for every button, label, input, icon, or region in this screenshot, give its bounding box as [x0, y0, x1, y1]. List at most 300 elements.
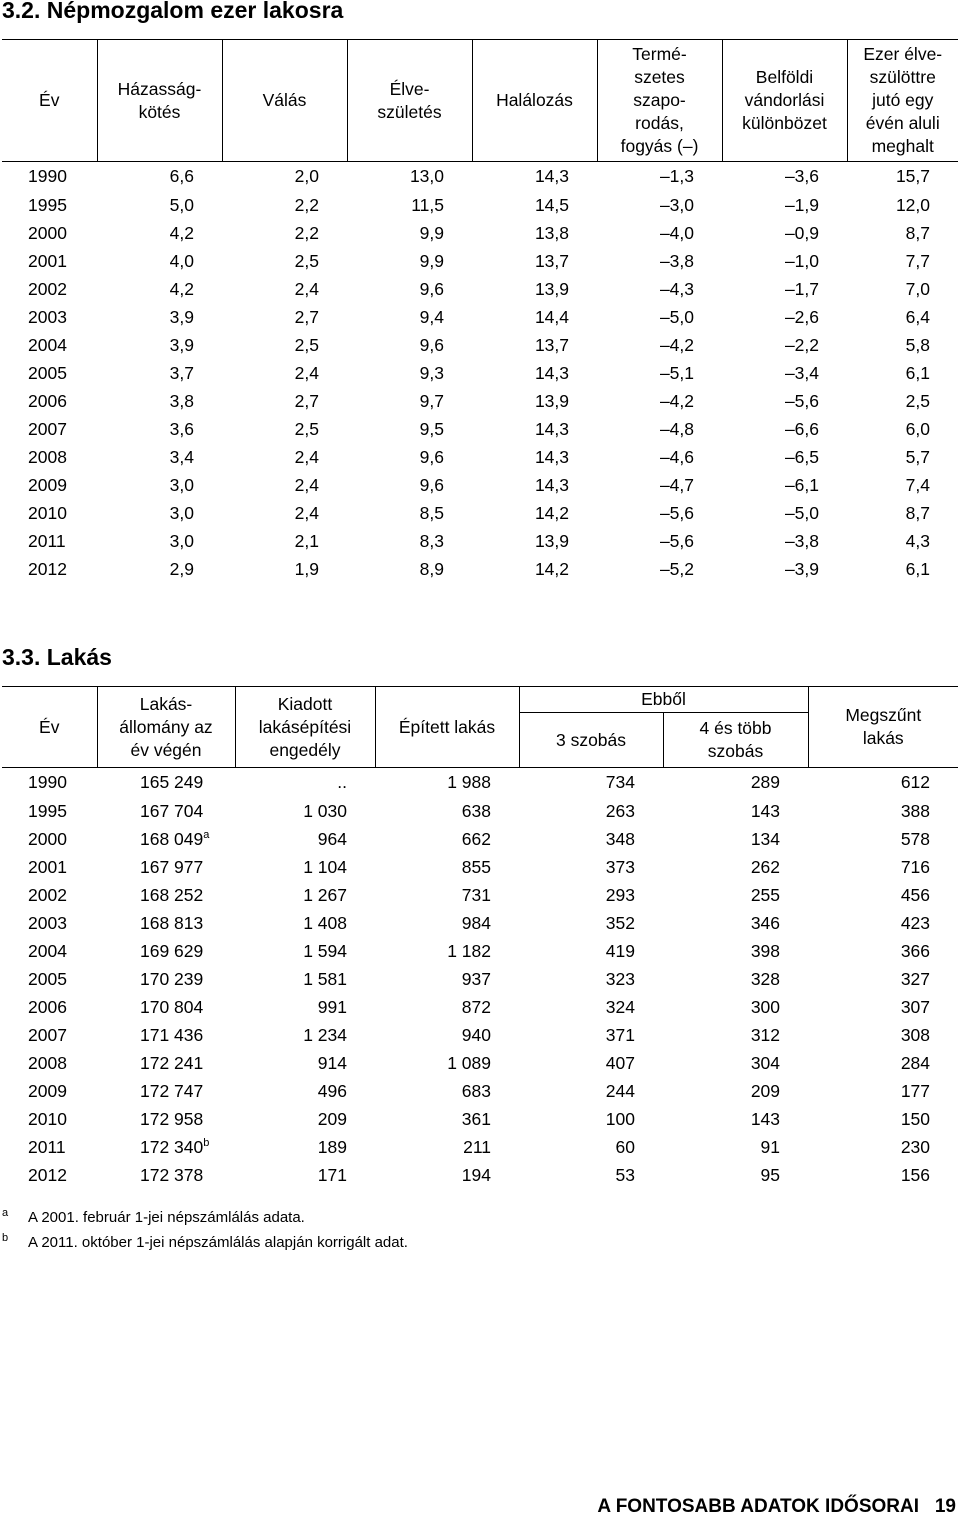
cell-value: 9,7	[419, 391, 444, 411]
footnote-mark: a	[2, 1207, 9, 1219]
cell-value: 1 182	[447, 941, 491, 961]
cell-value: –3,0	[659, 195, 694, 215]
cell-stock-value: 168 049	[140, 829, 204, 849]
cell-value: 1 988	[447, 772, 491, 793]
cell-value: –1,9	[784, 195, 819, 215]
table-row	[2, 910, 958, 938]
cell-value: 9,5	[419, 419, 444, 439]
cell-value: 937	[461, 969, 491, 989]
cell-year: 2010	[28, 1109, 67, 1129]
cell-value: –4,6	[659, 447, 694, 467]
cell-value: 2,7	[294, 391, 319, 411]
cell-value: 9,6	[419, 475, 444, 495]
cell-value: 423	[900, 913, 931, 933]
cell-value: 2,0	[294, 166, 319, 187]
cell-value: –5,6	[659, 531, 694, 551]
cell-year: 2007	[28, 419, 67, 439]
cell-stock-value: 170 239	[140, 969, 204, 989]
cell-value	[97, 826, 235, 854]
cell-year: 2006	[28, 997, 67, 1017]
cell-value: 3,8	[169, 391, 194, 411]
cell-stock-value: 168 813	[140, 913, 204, 933]
cell-value: 9,6	[419, 279, 444, 299]
cell-value: 328	[750, 969, 781, 989]
cell-value: 6,1	[905, 559, 930, 579]
header-three-rooms: 3 szobás	[519, 713, 663, 768]
cell-value	[97, 854, 235, 882]
header-year: Év	[2, 687, 97, 768]
table-header-row	[2, 40, 958, 162]
cell-value	[97, 768, 235, 798]
cell-stock-value: 172 958	[140, 1109, 204, 1129]
cell-value: 300	[750, 997, 781, 1017]
cell-value: 407	[605, 1053, 635, 1073]
cell-value: 872	[461, 997, 491, 1017]
cell-value: 2,4	[294, 363, 319, 383]
cell-value: –6,1	[784, 475, 819, 495]
footer-title: A FONTOSABB ADATOK IDŐSORAI	[597, 1496, 920, 1517]
header-housing-stock: Lakás- állomány az év végén	[97, 687, 235, 768]
cell-year: 2012	[28, 559, 67, 579]
table-row	[2, 192, 958, 220]
page-footer	[597, 1496, 956, 1518]
cell-year: 2011	[28, 1137, 66, 1157]
cell-stock-value: 169 629	[140, 941, 204, 961]
table-row	[2, 500, 958, 528]
table-row	[2, 304, 958, 332]
header-year: Év	[2, 40, 97, 162]
footnote	[2, 1203, 408, 1228]
header-marriages: Házasság- kötés	[97, 40, 222, 162]
table-row	[2, 826, 958, 854]
cell-value: 14,2	[534, 559, 569, 579]
cell-year: 2007	[28, 1025, 67, 1045]
cell-value: 1 581	[303, 969, 347, 989]
footnote-mark: b	[2, 1232, 9, 1244]
cell-value: –5,0	[659, 307, 694, 327]
cell-value: 9,9	[419, 251, 444, 271]
cell-value: 230	[900, 1137, 931, 1157]
cell-value: 12,0	[895, 195, 930, 215]
cell-value: –5,2	[659, 559, 694, 579]
cell-value: 3,4	[169, 447, 194, 467]
cell-value: –4,0	[659, 223, 694, 243]
cell-value: –4,2	[659, 335, 694, 355]
cell-value: 2,1	[294, 531, 319, 551]
cell-stock-value: 170 804	[140, 997, 204, 1017]
cell-value: 683	[461, 1081, 491, 1101]
table-row	[2, 332, 958, 360]
cell-year: 2004	[28, 335, 67, 355]
cell-value: 284	[900, 1053, 931, 1073]
cell-value: 716	[900, 857, 931, 877]
footnotes	[2, 1203, 408, 1253]
cell-value: 4,3	[905, 531, 930, 551]
cell-year: 2011	[28, 531, 66, 551]
cell-value: 3,0	[169, 531, 194, 551]
cell-value: 1 089	[447, 1053, 491, 1073]
cell-year: 1995	[28, 195, 67, 215]
cell-value: 293	[605, 885, 635, 905]
cell-value: 734	[605, 772, 635, 793]
cell-value: 373	[605, 857, 635, 877]
table-row	[2, 220, 958, 248]
cell-value: 1,9	[294, 559, 319, 579]
table-row	[2, 388, 958, 416]
cell-value: –1,7	[784, 279, 819, 299]
cell-value: 984	[461, 913, 491, 933]
cell-value: 1 104	[303, 857, 347, 877]
cell-value: –2,6	[784, 307, 819, 327]
header-deaths: Halálozás	[472, 40, 597, 162]
cell-value	[97, 910, 235, 938]
cell-value: 13,9	[534, 391, 569, 411]
cell-year: 2003	[28, 307, 67, 327]
cell-value: 91	[760, 1137, 781, 1157]
cell-value: 9,4	[419, 307, 444, 327]
cell-value: 14,3	[534, 363, 569, 383]
cell-year: 1990	[28, 772, 67, 793]
header-internal-migration: Belföldi vándorlási különbözet	[722, 40, 847, 162]
cell-value: 366	[900, 941, 931, 961]
header-four-plus-rooms: 4 és több szobás	[663, 713, 808, 768]
cell-value: –4,8	[659, 419, 694, 439]
cell-value: 3,6	[169, 419, 194, 439]
cell-year: 2012	[28, 1165, 67, 1185]
cell-year: 2008	[28, 1053, 67, 1073]
cell-value: 964	[317, 829, 347, 849]
cell-value: 304	[750, 1053, 781, 1073]
table-title-nepmozgalom: 3.2. Népmozgalom ezer lakosra	[2, 0, 344, 23]
cell-stock-value: 167 704	[140, 801, 204, 821]
cell-value: –4,2	[659, 391, 694, 411]
cell-value: –4,3	[659, 279, 694, 299]
cell-value: 13,7	[534, 251, 569, 271]
cell-value: 14,3	[534, 447, 569, 467]
cell-year: 2001	[28, 251, 67, 271]
cell-value	[97, 1078, 235, 1106]
cell-stock-value: 167 977	[140, 857, 204, 877]
cell-year: 2009	[28, 475, 67, 495]
table-row	[2, 938, 958, 966]
cell-value: 189	[317, 1137, 347, 1157]
cell-value: 209	[317, 1109, 347, 1129]
cell-value: 2,9	[169, 559, 194, 579]
table-row	[2, 854, 958, 882]
cell-value: 2,4	[294, 475, 319, 495]
table-title-lakas: 3.3. Lakás	[2, 644, 112, 670]
cell-value	[97, 1162, 235, 1190]
table-row	[2, 444, 958, 472]
footnote	[2, 1228, 408, 1253]
cell-year: 2000	[28, 829, 67, 849]
cell-value: 8,9	[419, 559, 444, 579]
table-row	[2, 1162, 958, 1190]
cell-value: 14,5	[534, 195, 569, 215]
cell-value: 2,5	[905, 391, 930, 411]
cell-value: 5,7	[905, 447, 930, 467]
cell-value: 991	[317, 997, 347, 1017]
cell-value: 143	[750, 801, 781, 821]
cell-value: –0,9	[784, 223, 819, 243]
cell-value: 578	[900, 829, 931, 849]
table-row	[2, 1022, 958, 1050]
cell-stock-value: 172 340	[140, 1137, 204, 1157]
cell-value: 398	[750, 941, 781, 961]
cell-value: 1 408	[303, 913, 347, 933]
cell-value: 6,4	[905, 307, 930, 327]
cell-value: 348	[605, 829, 635, 849]
cell-value: 456	[900, 885, 931, 905]
footnote-text: A 2001. február 1-jei népszámlálás adata.	[28, 1209, 305, 1226]
cell-value: 1 594	[303, 941, 347, 961]
cell-year: 1990	[28, 166, 67, 187]
cell-value: 262	[750, 857, 781, 877]
cell-value: –4,7	[659, 475, 694, 495]
cell-value	[97, 798, 235, 826]
cell-stock-value: 172 378	[140, 1165, 204, 1185]
table-row	[2, 966, 958, 994]
cell-value: 327	[900, 969, 931, 989]
cell-value: 177	[900, 1081, 931, 1101]
cell-value: 8,7	[905, 503, 930, 523]
cell-year: 2008	[28, 447, 67, 467]
cell-value	[97, 1050, 235, 1078]
header-divorces: Válás	[222, 40, 347, 162]
cell-value: –6,6	[784, 419, 819, 439]
table-row	[2, 768, 958, 798]
header-live-births: Élve- születés	[347, 40, 472, 162]
cell-value: 13,9	[534, 531, 569, 551]
cell-value: 7,4	[905, 475, 930, 495]
cell-value: 388	[900, 801, 931, 821]
cell-stock-value: 172 747	[140, 1081, 204, 1101]
cell-value: 13,9	[534, 279, 569, 299]
cell-value: 3,0	[169, 475, 194, 495]
cell-value: 855	[461, 857, 491, 877]
cell-year: 2002	[28, 885, 67, 905]
cell-year: 2005	[28, 969, 67, 989]
cell-value: 371	[605, 1025, 635, 1045]
cell-year: 2002	[28, 279, 67, 299]
header-building-permits: Kiadott lakásépítési engedély	[235, 687, 375, 768]
cell-value: 14,2	[534, 503, 569, 523]
page-number: 19	[934, 1496, 956, 1517]
cell-year: 2006	[28, 391, 67, 411]
cell-year: 2003	[28, 913, 67, 933]
cell-value: 308	[900, 1025, 931, 1045]
cell-year: 2009	[28, 1081, 67, 1101]
cell-value: –3,4	[784, 363, 819, 383]
cell-value: 13,0	[409, 166, 444, 187]
cell-value: –5,6	[659, 503, 694, 523]
cell-value: 194	[461, 1165, 491, 1185]
cell-value: 324	[605, 997, 635, 1017]
table-row	[2, 1050, 958, 1078]
cell-value: 134	[750, 829, 781, 849]
cell-value	[97, 994, 235, 1022]
cell-year: 2000	[28, 223, 67, 243]
header-of-which: Ebből	[519, 687, 808, 713]
cell-value: ..	[337, 772, 347, 793]
table-row	[2, 360, 958, 388]
cell-value: 263	[605, 801, 635, 821]
table-row	[2, 416, 958, 444]
footnote-text: A 2011. október 1-jei népszámlálás alapján korrigált adat.	[28, 1234, 408, 1251]
cell-stock-value: 165 249	[140, 772, 204, 793]
cell-value	[97, 938, 235, 966]
cell-value: 4,0	[169, 251, 194, 271]
cell-value: –5,1	[659, 363, 694, 383]
cell-value: 9,6	[419, 335, 444, 355]
cell-value: 731	[461, 885, 491, 905]
cell-value: 9,9	[419, 223, 444, 243]
cell-value: 1 234	[303, 1025, 347, 1045]
cell-value: –5,6	[784, 391, 819, 411]
cell-value: 914	[317, 1053, 347, 1073]
header-built-dwellings: Épített lakás	[375, 687, 519, 768]
cell-value: 60	[615, 1137, 635, 1157]
cell-value: 53	[615, 1165, 635, 1185]
cell-value: 14,4	[534, 307, 569, 327]
cell-value: 2,2	[294, 195, 319, 215]
cell-value: 3,9	[169, 335, 194, 355]
cell-value: 209	[750, 1081, 781, 1101]
table-row	[2, 882, 958, 910]
cell-value: –1,0	[784, 251, 819, 271]
cell-value: 4,2	[169, 279, 194, 299]
cell-value: 662	[461, 829, 491, 849]
cell-value: 9,3	[419, 363, 444, 383]
cell-value: 2,4	[294, 447, 319, 467]
header-natural-increase: Termé- szetes szapo- rodás, fogyás (–)	[597, 40, 722, 162]
cell-value: 14,3	[534, 166, 569, 187]
cell-value: 13,7	[534, 335, 569, 355]
cell-value	[97, 1022, 235, 1050]
cell-value: –3,8	[659, 251, 694, 271]
cell-value: 323	[605, 969, 635, 989]
cell-value: –2,2	[784, 335, 819, 355]
cell-value: 612	[900, 772, 931, 793]
cell-value: 2,5	[294, 335, 319, 355]
cell-value: 150	[900, 1109, 931, 1129]
cell-year: 2001	[28, 857, 67, 877]
cell-value: 3,9	[169, 307, 194, 327]
cell-value: 171	[317, 1165, 347, 1185]
cell-value: 244	[605, 1081, 635, 1101]
cell-year: 2004	[28, 941, 67, 961]
cell-year: 2005	[28, 363, 67, 383]
cell-value: 7,0	[905, 279, 930, 299]
cell-value: 8,3	[419, 531, 444, 551]
cell-value: 3,7	[169, 363, 194, 383]
cell-value: 100	[605, 1109, 635, 1129]
cell-value: –3,9	[784, 559, 819, 579]
cell-value: 8,7	[905, 223, 930, 243]
population-movement-table	[2, 39, 958, 584]
housing-table	[2, 686, 958, 1190]
cell-value: 156	[900, 1165, 931, 1185]
table-row	[2, 1078, 958, 1106]
cell-value: 2,5	[294, 251, 319, 271]
cell-value: 5,0	[169, 195, 194, 215]
table-row	[2, 528, 958, 556]
cell-value	[97, 1134, 235, 1162]
footnote-marker: a	[203, 829, 210, 842]
table-row	[2, 994, 958, 1022]
table-row	[2, 276, 958, 304]
cell-value: 211	[463, 1137, 491, 1157]
cell-value: 352	[605, 913, 635, 933]
cell-value: –3,6	[784, 166, 819, 187]
cell-value: 361	[461, 1109, 491, 1129]
cell-value: 2,4	[294, 503, 319, 523]
table-row	[2, 248, 958, 276]
cell-value	[97, 882, 235, 910]
cell-stock-value: 172 241	[140, 1053, 204, 1073]
table-header-row	[2, 687, 958, 713]
cell-value: 638	[461, 801, 491, 821]
cell-value: 2,5	[294, 419, 319, 439]
cell-year: 1995	[28, 801, 67, 821]
cell-value: 8,5	[419, 503, 444, 523]
cell-value: 14,3	[534, 419, 569, 439]
cell-value: 1 267	[303, 885, 347, 905]
cell-stock-value: 168 252	[140, 885, 204, 905]
table-row	[2, 162, 958, 192]
header-infant-mortality: Ezer élve- szülöttre jutó egy évén aluli meghalt	[847, 40, 958, 162]
cell-value	[97, 966, 235, 994]
table-row	[2, 556, 958, 584]
cell-value: 6,0	[905, 419, 930, 439]
cell-value: –5,0	[784, 503, 819, 523]
cell-value: 9,6	[419, 447, 444, 467]
cell-value: 1 030	[303, 801, 347, 821]
cell-year: 2010	[28, 503, 67, 523]
cell-value: 2,4	[294, 279, 319, 299]
cell-value: 346	[750, 913, 781, 933]
cell-value: 6,1	[905, 363, 930, 383]
cell-value: 307	[900, 997, 931, 1017]
cell-value: 143	[750, 1109, 781, 1129]
cell-value: 15,7	[895, 166, 930, 187]
table-row	[2, 1134, 958, 1162]
cell-value: 2,2	[294, 223, 319, 243]
cell-value: –6,5	[784, 447, 819, 467]
cell-value: 496	[317, 1081, 347, 1101]
table-row	[2, 798, 958, 826]
cell-value: 419	[605, 941, 635, 961]
cell-value: 3,0	[169, 503, 194, 523]
cell-value: 14,3	[534, 475, 569, 495]
footnote-marker: b	[203, 1137, 210, 1150]
table-row	[2, 1106, 958, 1134]
table-row	[2, 472, 958, 500]
cell-value: 255	[750, 885, 781, 905]
cell-value: 13,8	[534, 223, 569, 243]
cell-value: 11,5	[411, 195, 444, 215]
cell-value: 5,8	[905, 335, 930, 355]
cell-value: 940	[461, 1025, 491, 1045]
cell-value: 7,7	[905, 251, 930, 271]
cell-value: 95	[760, 1165, 781, 1185]
cell-value: 6,6	[169, 166, 194, 187]
cell-value: 289	[750, 772, 781, 793]
cell-value: –3,8	[784, 531, 819, 551]
header-closed-dwellings: Megszűnt lakás	[808, 687, 958, 768]
cell-value: –1,3	[659, 166, 694, 187]
cell-value: 312	[750, 1025, 781, 1045]
